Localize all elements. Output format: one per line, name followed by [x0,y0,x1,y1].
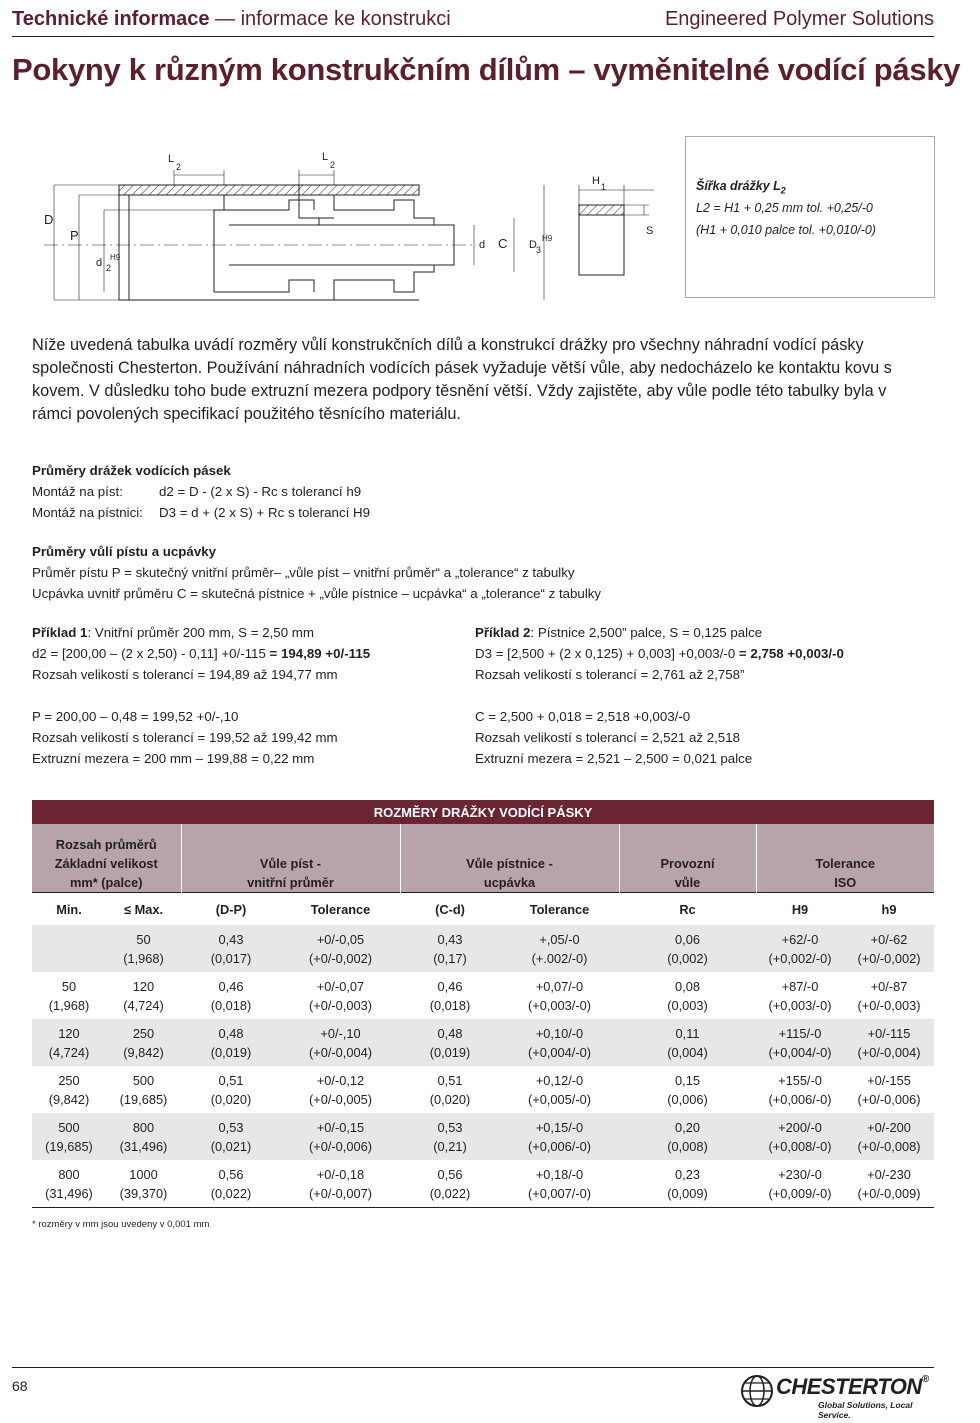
technical-drawing [34,140,674,310]
cell: 0,51 (0,020) [210,1072,252,1107]
cell: +0/-155 (+0/-0,006) [857,1072,921,1107]
cell: 120 (4,724) [123,978,164,1013]
example-2-line-3: Rozsah velikostí s tolerancí = 2,761 až 2,758” [475,667,745,682]
cell: 0,46 (0,018) [210,978,252,1013]
table-row [32,972,934,1019]
col-header-tolerance-rod: Tolerance [500,893,619,926]
label-d: d [479,239,486,251]
cell: 250 (9,842) [48,1072,90,1107]
table-row [32,1019,934,1066]
intro-paragraph: Níže uvedená tabulka uvádí rozměry vůlí konstrukčních dílů a konstrukcí drážky pro všechny náhradní vodící pásky společnosti Chesterton. Používání náhradních vodících pásek vyžaduje větší vůle, aby nedocházelo ke kontaktu kovu s kovem. V důsledku toho bude extruzní mezera podpory těsnění větší. Vždy zajistěte, aby vůle podle této tabulky byla v rámci povolených specifikací použitého těsnícího materiálu. [32,336,892,423]
col-header-c-d: (C-d) [400,893,500,926]
cell: +0/-0,18 (+0/-0,007) [281,1160,400,1208]
cell: 50 (1,968) [106,925,181,972]
example-2 [475,622,844,769]
label-D3-sup: H9 [542,234,553,243]
label-d2: d [96,257,103,269]
col-header-rc: Rc [619,893,756,926]
cell: 800 (31,496) [32,1160,106,1208]
cell: +0/-200 (+0/-0,008) [844,1113,934,1160]
col-header-d-p: (D-P) [181,893,281,926]
example-2-line-4: C = 2,500 + 0,018 = 2,518 +0,003/-0 [475,709,691,724]
info-line-1: Šířka drážky $L_2$ [696,179,786,196]
group-header-piston-clearance: Vůle píst - vnitřní průměr [181,824,400,893]
groove-diameters-section [32,460,370,523]
table-title: ROZMĚRY DRÁŽKY VODÍCÍ PÁSKY [32,800,934,824]
table-row [32,1113,934,1160]
cell: 0,51 (0,020) [429,1072,471,1107]
cell: 0,15 (0,006) [667,1072,708,1107]
cell: +87/-0 (+0,003/-0) [768,978,832,1013]
col-header-min: Min. [32,893,106,926]
col-header-max: ≤ Max. [106,893,181,926]
example-2-line-5: Rozsah velikostí s tolerancí = 2,521 až 2,518 [475,730,740,745]
label-H1: H [592,175,600,187]
cell: +0/-62 (+0/-0,002) [844,925,934,972]
table-row [32,1066,934,1113]
cell: 0,56 (0,022) [400,1160,500,1208]
example-2-line-6: Extruzní mezera = 2,521 – 2,500 = 0,021 palce [475,751,753,766]
cell: 250 (9,842) [106,1019,181,1066]
groove-row-rod: Montáž na pístnici: D3 = d + (2 x S) + Rc s tolerancí H9 [32,505,370,520]
col-header-H9: H9 [756,893,844,926]
label-L2-a: L [168,153,175,165]
example-1-line-4: P = 200,00 – 0,48 = 199,52 +0/-,10 [32,709,239,724]
cell: 120 (4,724) [32,1019,106,1066]
cell: +62/-0 (+0,002/-0) [756,925,844,972]
header-section-title [12,8,451,31]
logo-tagline: Global Solutions, Local Service. [818,1400,913,1420]
col-header-h9: h9 [844,893,934,926]
info-line-3: (H1 + 0,010 palce tol. +0,010/-0) [696,223,876,237]
cell: +230/-0 (+0,009/-0) [756,1160,844,1208]
table-footnote: * rozměry v mm jsou uvedeny v 0,001 mm [32,1219,210,1230]
cell: 0,46 (0,018) [429,978,471,1013]
example-1-line-3: Rozsah velikostí s tolerancí = 194,89 až 194,77 mm [32,667,338,682]
table-row [32,1160,934,1208]
cell: 0,23 (0,009) [619,1160,756,1208]
cell: 0,43 (0,17) [400,925,500,972]
globe-icon [740,1374,774,1408]
table-row [32,925,934,972]
cell: 1000 (39,370) [106,1160,181,1208]
example-2-head: Příklad 2: Pístnice 2,500” palce, S = 0,125 palce [475,625,763,640]
cell: 0,48 (0,019) [181,1019,281,1066]
logo-wordmark: CHESTERTON® [776,1374,929,1399]
cell [32,925,106,972]
cell: 0,53 (0,21) [400,1113,500,1160]
cell: +0/-0,07 (+0/-0,003) [309,978,372,1013]
cell: +0,12/-0 (+0,005/-0) [528,1072,591,1107]
clearance-line-1: Průměr pístu P = skutečný vnitřní průměr– „vůle píst – vnitřní průměr“ a „tolerance“ z tabulky [32,565,575,580]
info-line-2: L2 = H1 + 0,25 mm tol. +0,25/-0 [696,201,873,215]
groove-heading: Průměry drážek vodících pásek [32,463,231,478]
label-L2-b-sub: 2 [330,160,336,170]
group-header-iso-tolerance: Tolerance ISO [756,824,934,893]
cell: +200/-0 (+0,008/-0) [756,1113,844,1160]
clearance-heading: Průměry vůlí pístu a ucpávky [32,544,217,559]
cell: 0,06 (0,002) [619,925,756,972]
example-1-line-2: d2 = [200,00 – (2 x 2,50) - 0,11] +0/-115 = 194,89 +0/-115 [32,646,371,661]
clearance-line-2: Ucpávka uvnitř průměru C = skutečná pístnice + „vůle pístnice – ucpávka“ a „tolerance“ z tabulky [32,586,602,601]
label-L2-a-sub: 2 [176,162,182,172]
cell: 50 (1,968) [48,978,90,1013]
example-1-line-6: Extruzní mezera = 200 mm – 199,88 = 0,22 mm [32,751,315,766]
groove-dimension-table [32,800,934,1208]
label-P: P [70,228,79,243]
cell: 500 (19,685) [32,1113,106,1160]
cell: 0,53 (0,021) [181,1113,281,1160]
cell: 0,43 (0,017) [181,925,281,972]
label-D3: D [529,239,537,251]
table-group-header-row [32,824,934,893]
cell: +155/-0 (+0,006/-0) [768,1072,832,1107]
header-brand-text: Engineered Polymer Solutions [664,8,934,30]
label-L2-b: L [322,151,329,163]
cell: 0,11 (0,004) [619,1019,756,1066]
page-title: Pokyny k různým konstrukčním dílům – vyměnitelné vodící pásky [12,52,961,87]
cell: +0/-,10 (+0/-0,004) [281,1019,400,1066]
example-1-line-5: Rozsah velikostí s tolerancí = 199,52 až 199,42 mm [32,730,338,745]
header-section-bold: Technické informace [12,8,210,30]
page-header [12,6,934,37]
footer-rule [12,1367,934,1368]
cell: +0,15/-0 (+0,006/-0) [500,1113,619,1160]
example-1-head: Příklad 1: Vnitřní průměr 200 mm, S = 2,50 mm [32,625,314,640]
group-header-rod-clearance: Vůle pístnice - ucpávka [400,824,619,893]
col-header-tolerance-piston: Tolerance [281,893,400,926]
cell: 500 (19,685) [119,1072,168,1107]
label-d2-sub: 2 [106,263,112,273]
group-header-running-clearance: Provozní vůle [619,824,756,893]
label-D3-sub: 3 [536,245,542,255]
cell: +0/-0,15 (+0/-0,006) [281,1113,400,1160]
group-header-range: Rozsah průměrů Základní velikost mm* (palce) [32,824,181,893]
label-d2-sup: H9 [110,253,121,262]
chesterton-logo [740,1372,936,1420]
table-column-header-row [32,893,934,926]
cell: +,05/-0 (+.002/-0) [500,925,619,972]
example-2-line-2: D3 = [2,500 + (2 x 0,125) + 0,003] +0,003/-0 = 2,758 +0,003/-0 [475,646,844,661]
cell: 0,56 (0,022) [181,1160,281,1208]
cell: +0/-0,12 (+0/-0,005) [309,1072,372,1107]
cell: +0/-0,05 (+0/-0,002) [281,925,400,972]
page-number: 68 [12,1378,28,1394]
cell: 0,48 (0,019) [400,1019,500,1066]
cell: +0,07/-0 (+0,003/-0) [528,978,591,1013]
groove-width-info-box [685,136,935,298]
header-section-sub: — informace ke konstrukci [215,8,451,30]
groove-row-piston: Montáž na píst: d2 = D - (2 x S) - Rc s tolerancí h9 [32,484,362,499]
example-1 [32,622,370,769]
label-S: S [646,225,654,237]
cell: +0/-115 (+0/-0,004) [844,1019,934,1066]
cell: 800 (31,496) [106,1113,181,1160]
cell: +0/-230 (+0/-0,009) [844,1160,934,1208]
cell: +0/-87 (+0/-0,003) [857,978,921,1013]
cell: 0,08 (0,003) [667,978,708,1013]
clearance-section [32,541,601,604]
label-H1-sub: 1 [601,182,607,192]
label-C: C [498,236,508,251]
label-D: D [44,212,54,227]
cell: +0,10/-0 (+0,004/-0) [500,1019,619,1066]
cell: +0,18/-0 (+0,007/-0) [500,1160,619,1208]
cell: +115/-0 (+0,004/-0) [756,1019,844,1066]
cell: 0,20 (0,008) [619,1113,756,1160]
